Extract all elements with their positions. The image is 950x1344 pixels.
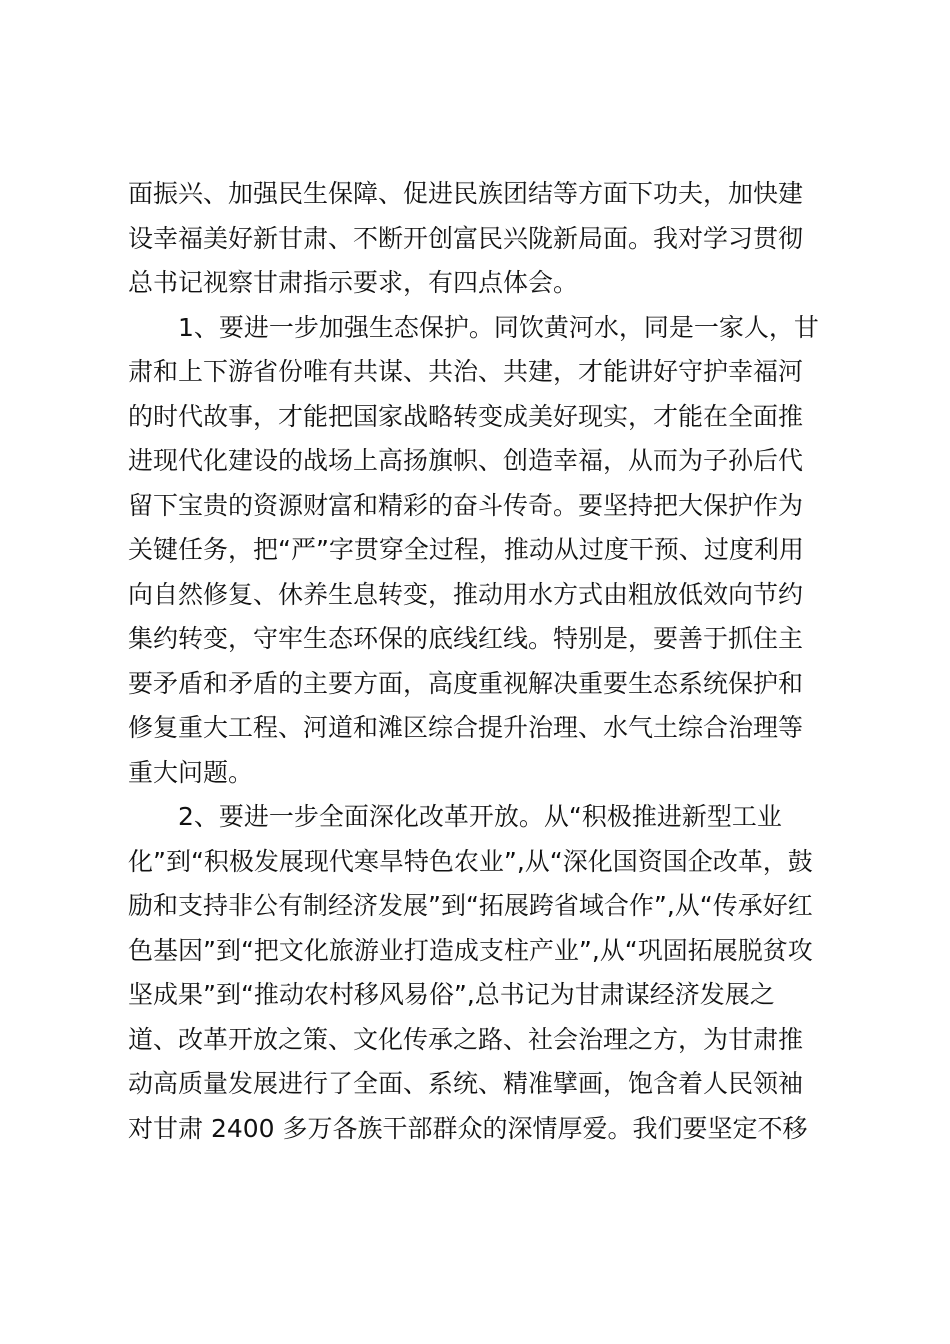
text-line: 总书记视察甘肃指示要求，有四点体会。: [128, 268, 579, 297]
text-line: 集约转变，守牢生态环保的底线红线。特别是，要善于抓住主: [128, 624, 804, 653]
text-line: 动高质量发展进行了全面、系统、精准擘画，饱含着人民领袖: [128, 1069, 804, 1098]
text-line: 设幸福美好新甘肃、不断开创富民兴陇新局面。我对学习贯彻: [128, 223, 804, 253]
document-body: [128, 172, 828, 1151]
text-line: 化”到“积极发展现代寒旱特色农业”,从“深化国资国企改革，鼓: [128, 846, 813, 876]
text-line: 向自然修复、休养生息转变，推动用水方式由粗放低效向节约: [128, 579, 804, 609]
text-line: 要矛盾和矛盾的主要方面，高度重视解决重要生态系统保护和: [128, 668, 804, 698]
paragraph-heading-2: 2、要进一步全面深化改革开放。从“积极推进新型工业: [178, 802, 782, 831]
text-line: 励和支持非公有制经济发展”到“拓展跨省域合作”,从“传承好红: [128, 891, 813, 920]
text-line: 坚成果”到“推动农村移风易俗”,总书记为甘肃谋经济发展之: [128, 980, 775, 1009]
text-line: 留下宝贵的资源财富和精彩的奋斗传奇。要坚持把大保护作为: [128, 490, 804, 520]
text-line: 面振兴、加强民生保障、促进民族团结等方面下功夫，加快建: [128, 179, 804, 208]
text-line: 色基因”到“把文化旅游业打造成支柱产业”,从“巩固拓展脱贫攻: [128, 935, 813, 965]
text-line: 对甘肃 2400 多万各族干部群众的深情厚爱。我们要坚定不移: [128, 1113, 808, 1143]
text-line: 进现代化建设的战场上高扬旗帜、创造幸福，从而为子孙后代: [128, 446, 804, 475]
text-line: 的时代故事，才能把国家战略转变成美好现实，才能在全面推: [128, 401, 804, 431]
text-line: 肃和上下游省份唯有共谋、共治、共建，才能讲好守护幸福河: [128, 357, 804, 386]
paragraph-heading-1: 1、要进一步加强生态保护。同饮黄河水，同是一家人，甘: [178, 312, 819, 342]
text-line: 道、改革开放之策、文化传承之路、社会治理之方，为甘肃推: [128, 1024, 804, 1054]
text-line: 修复重大工程、河道和滩区综合提升治理、水气土综合治理等: [128, 713, 804, 742]
text-line: 重大问题。: [128, 757, 254, 787]
text-line: 关键任务，把“严”字贯穿全过程，推动从过度干预、过度利用: [128, 535, 804, 564]
